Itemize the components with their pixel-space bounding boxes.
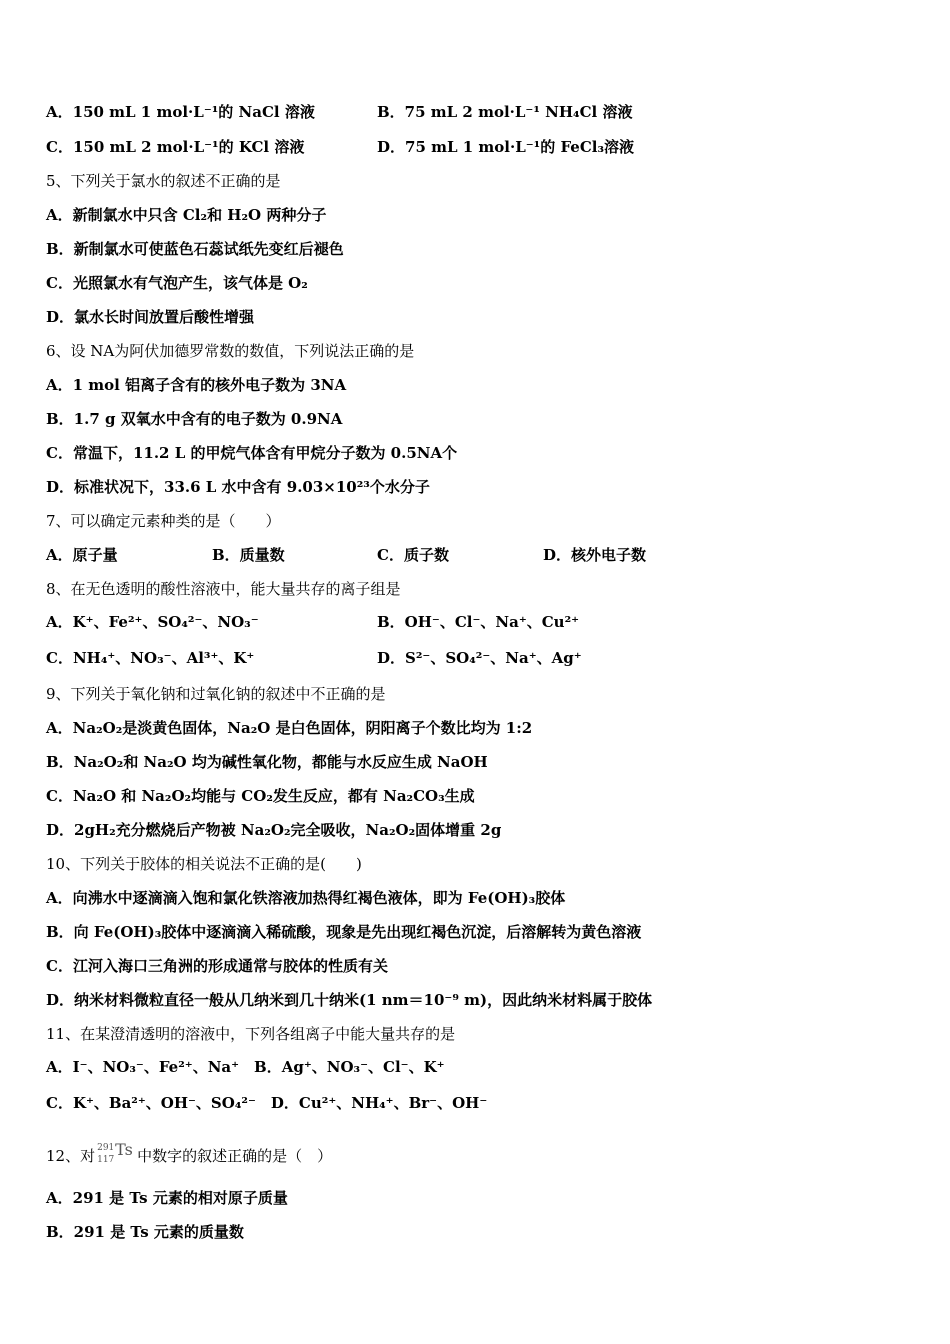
q7-option-a: A．原子量 (46, 546, 118, 564)
q6-option-c: C．常温下，11.2 L 的甲烷气体含有甲烷分子数为 0.5NA个 (46, 444, 458, 462)
q10-option-b: B．向 Fe(OH)₃胶体中逐滴滴入稀硫酸，现象是先出现红褐色沉淀，后溶解转为黄色溶液 (46, 923, 642, 941)
q4-option-b: B．75 mL 2 mol·L⁻¹ NH₄Cl 溶液 (377, 103, 633, 121)
q6-option-d: D．标准状况下，33.6 L 水中含有 9.03×10²³个水分子 (46, 478, 430, 496)
q10-option-a: A．向沸水中逐滴滴入饱和氯化铁溶液加热得红褐色液体，即为 Fe(OH)₃胶体 (46, 889, 566, 907)
q5-option-b: B．新制氯水可使蓝色石蕊试纸先变红后褪色 (46, 240, 344, 258)
q7-option-c: C．质子数 (377, 546, 449, 564)
q8-stem: 8、在无色透明的酸性溶液中，能大量共存的离子组是 (46, 580, 401, 598)
q4-option-c: C．150 mL 2 mol·L⁻¹的 KCl 溶液 (46, 138, 305, 156)
q12-option-a: A．291 是 Ts 元素的相对原子质量 (46, 1189, 288, 1207)
q12-stem (46, 1133, 332, 1173)
q9-option-b: B．Na₂O₂和 Na₂O 均为碱性氧化物，都能与水反应生成 NaOH (46, 753, 488, 771)
q5-stem: 5、下列关于氯水的叙述不正确的是 (46, 172, 281, 190)
q10-option-c: C．江河入海口三角洲的形成通常与胶体的性质有关 (46, 957, 388, 975)
isotope-mass-number: 291 (97, 1143, 115, 1153)
q9-option-d: D．2gH₂充分燃烧后产物被 Na₂O₂完全吸收，Na₂O₂固体增重 2g (46, 821, 502, 839)
q12-option-b: B．291 是 Ts 元素的质量数 (46, 1223, 244, 1241)
q6-option-b: B．1.7 g 双氧水中含有的电子数为 0.9NA (46, 410, 343, 428)
q7-option-b: B．质量数 (212, 546, 285, 564)
isotope-atomic-number: 117 (97, 1155, 115, 1165)
q6-option-a: A．1 mol 铝离子含有的核外电子数为 3NA (46, 376, 347, 394)
q5-option-d: D．氯水长时间放置后酸性增强 (46, 308, 255, 326)
q9-option-a: A．Na₂O₂是淡黄色固体，Na₂O 是白色固体，阴阳离子个数比均为 1:2 (46, 719, 533, 737)
q11-stem: 11、在某澄清透明的溶液中，下列各组离子中能大量共存的是 (46, 1025, 456, 1043)
q12-stem-suffix: 中数字的叙述正确的是（ ） (137, 1147, 333, 1165)
q5-option-c: C．光照氯水有气泡产生，该气体是 O₂ (46, 274, 308, 292)
q5-option-a: A．新制氯水中只含 Cl₂和 H₂O 两种分子 (46, 206, 327, 224)
q4-option-a: A．150 mL 1 mol·L⁻¹的 NaCl 溶液 (46, 103, 315, 121)
q8-option-d: D．S²⁻、SO₄²⁻、Na⁺、Ag⁺ (377, 649, 582, 667)
q7-option-d: D．核外电子数 (543, 546, 647, 564)
q11-options-cd: C．K⁺、Ba²⁺、OH⁻、SO₄²⁻ D．Cu²⁺、NH₄⁺、Br⁻、OH⁻ (46, 1094, 488, 1112)
q9-stem: 9、下列关于氧化钠和过氧化钠的叙述中不正确的是 (46, 685, 386, 703)
q8-option-c: C．NH₄⁺、NO₃⁻、Al³⁺、K⁺ (46, 649, 255, 667)
q11-options-ab: A．I⁻、NO₃⁻、Fe²⁺、Na⁺ B．Ag⁺、NO₃⁻、Cl⁻、K⁺ (46, 1058, 445, 1076)
isotope-element: Ts (115, 1140, 133, 1159)
q8-option-a: A．K⁺、Fe²⁺、SO₄²⁻、NO₃⁻ (46, 613, 259, 631)
q4-option-d: D．75 mL 1 mol·L⁻¹的 FeCl₃溶液 (377, 138, 635, 156)
q6-stem: 6、设 NA为阿伏加德罗常数的数值，下列说法正确的是 (46, 342, 415, 360)
q9-option-c: C．Na₂O 和 Na₂O₂均能与 CO₂发生反应，都有 Na₂CO₃生成 (46, 787, 475, 805)
q8-option-b: B．OH⁻、Cl⁻、Na⁺、Cu²⁺ (377, 613, 580, 631)
q12-stem-prefix: 12、对 (46, 1147, 96, 1165)
q7-stem: 7、可以确定元素种类的是（ ） (46, 512, 281, 530)
q10-stem: 10、下列关于胶体的相关说法不正确的是( ) (46, 855, 362, 873)
isotope-symbol (95, 1133, 137, 1163)
q10-option-d: D．纳米材料微粒直径一般从几纳米到几十纳米(1 nm＝10⁻⁹ m)，因此纳米材料属于胶体 (46, 991, 653, 1009)
